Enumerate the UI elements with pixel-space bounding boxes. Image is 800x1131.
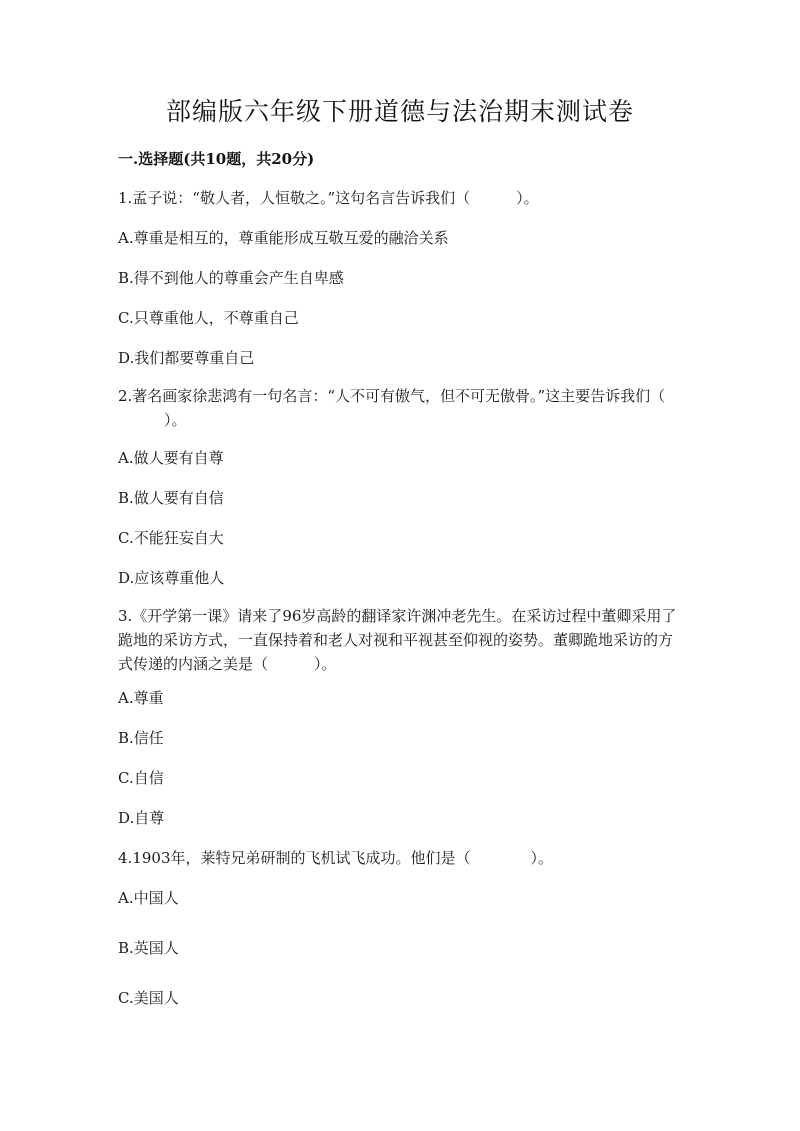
question-2-stem: 2.著名画家徐悲鸿有一句名言：“人不可有傲气，但不可无傲骨。”这主要告诉我们（）。 [118,387,666,429]
question-4-option-a: A.中国人 [118,889,179,907]
question-2-option-a: A.做人要有自尊 [118,449,224,467]
question-1-option-d: D.我们都要尊重自己 [118,349,255,367]
question-3-option-a: A.尊重 [118,689,164,707]
question-2-option-b: B.做人要有自信 [118,489,224,507]
question-1-option-b: B.得不到他人的尊重会产生自卑感 [118,269,344,287]
question-1-stem: 1.孟子说：“敬人者，人恒敬之。”这句名言告诉我们（ ）。 [118,189,539,207]
question-1-option-c: C.只尊重他人，不尊重自己 [118,309,299,327]
question-3-option-b: B.信任 [118,729,164,747]
question-2-option-d: D.应该尊重他人 [118,569,225,587]
question-3-option-d: D.自尊 [118,809,165,827]
question-4-stem: 4.1903年，莱特兄弟研制的飞机试飞成功。他们是（ ）。 [118,849,554,867]
section-heading: 一.选择题(共10题，共20分) [118,150,315,168]
question-2-option-c: C.不能狂妄自大 [118,529,224,547]
question-4-option-c: C.美国人 [118,989,179,1007]
page-title: 部编版六年级下册道德与法治期末测试卷 [165,97,634,126]
question-3-option-c: C.自信 [118,769,164,787]
question-3-stem: 3.《开学第一课》请来了96岁高龄的翻译家许渊冲老先生。在采访过程中董卿采用了跪地的采访方式，一直保持着和老人对视和平视甚至仰视的姿势。董卿跪地采访的方式传递的内涵之美是（ ）。 [118,607,677,673]
question-4-option-b: B.英国人 [118,939,179,957]
question-1-option-a: A.尊重是相互的，尊重能形成互敬互爱的融洽关系 [118,229,449,247]
